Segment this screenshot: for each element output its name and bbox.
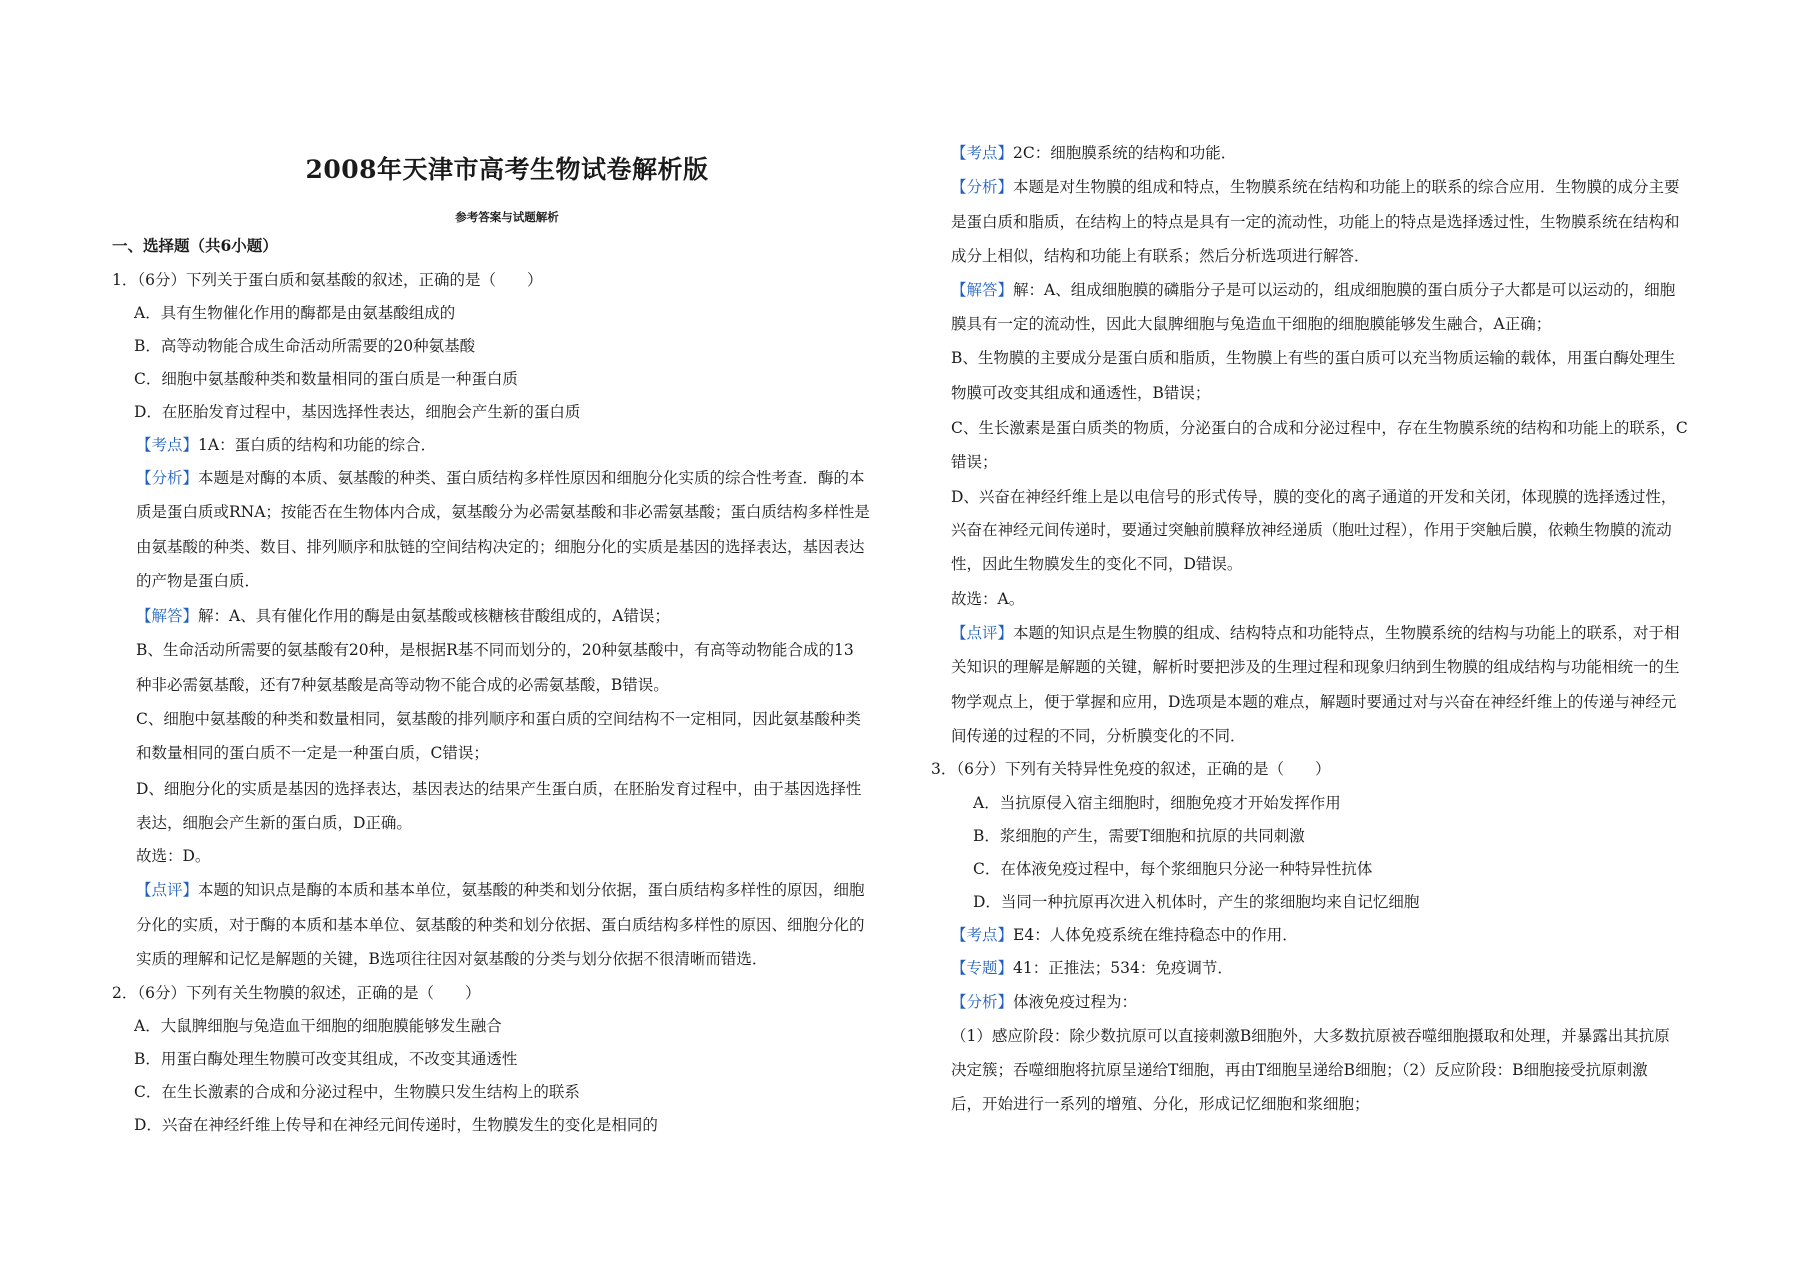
line-text: C．在生长激素的合成和分泌过程中，生物膜只发生结构上的联系	[134, 1083, 580, 1101]
line-text: 质是蛋白质或RNA；按能否在生物体内合成，氨基酸分为必需氨基酸和非必需氨基酸；蛋白质结构多样性是	[136, 503, 870, 521]
line-text: D、兴奋在神经纤维上是以电信号的形式传导，膜的变化的离子通道的开发和关闭，体现膜的选择透过性，	[951, 488, 1677, 506]
left_column-line	[112, 813, 902, 833]
right_column-line	[951, 418, 1717, 438]
line-text: C．在体液免疫过程中，每个浆细胞只分泌一种特异性抗体	[973, 860, 1373, 878]
right_column-line	[951, 958, 1717, 978]
right_column-line	[951, 452, 1717, 472]
line-text: B．高等动物能合成生命活动所需要的20种氨基酸	[134, 337, 476, 355]
line-text: C．细胞中氨基酸种类和数量相同的蛋白质是一种蛋白质	[134, 370, 518, 388]
section-tag: 【解答】	[136, 607, 199, 625]
left_column-line	[112, 502, 902, 522]
right_column-line	[951, 554, 1717, 574]
line-text: C、细胞中氨基酸的种类和数量相同，氨基酸的排列顺序和蛋白质的空间结构不一定相同，因此氨基酸种类	[136, 710, 861, 728]
right_column-line	[951, 793, 1717, 813]
section-tag: 【考点】	[136, 436, 199, 454]
line-text: 2．（6分）下列有关生物膜的叙述，正确的是（ ）	[112, 984, 481, 1002]
line-text: 本题的知识点是生物膜的组成、结构特点和功能特点，生物膜系统的结构与功能上的联系，对于相	[1013, 624, 1680, 642]
line-text: 体液免疫过程为：	[1013, 993, 1138, 1011]
line-text: 1．（6分）下列关于蛋白质和氨基酸的叙述，正确的是（ ）	[112, 271, 543, 289]
right_column-line	[951, 177, 1717, 197]
line-text: 分化的实质，对于酶的本质和基本单位、氨基酸的种类和划分依据、蛋白质结构多样性的原因、细胞分化的	[136, 916, 865, 934]
line-text: 间传递的过程的不同，分析膜变化的不同．	[951, 727, 1246, 745]
section-tag: 【点评】	[136, 881, 199, 899]
section-tag: 【分析】	[951, 993, 1014, 1011]
line-text: B、生命活动所需要的氨基酸有20种，是根据R基不同而划分的，20种氨基酸中，有高等动物能合成的13	[136, 641, 854, 659]
line-text: 关知识的理解是解题的关键，解析时要把涉及的生理过程和现象归纳到生物膜的组成结构与功能相统一的生	[951, 658, 1680, 676]
right_column-line	[951, 726, 1717, 746]
right_column-line	[951, 657, 1717, 677]
left_column-line	[112, 537, 902, 557]
page-title: 2008年天津市高考生物试卷解析版	[305, 155, 709, 184]
left_column-line	[112, 1115, 902, 1135]
right_column-line	[951, 487, 1717, 507]
line-text: 故选：A。	[951, 590, 1025, 608]
right_column-line	[951, 383, 1717, 403]
left_column-line	[112, 675, 902, 695]
left_column-line	[112, 880, 902, 900]
line-text: D．当同一种抗原再次进入机体时，产生的浆细胞均来自记忆细胞	[973, 893, 1420, 911]
line-text: 41：正推法；534：免疫调节．	[1013, 959, 1233, 977]
right_column-line	[951, 1094, 1717, 1114]
line-text: 物学观点上，便于掌握和应用，D选项是本题的难点，解题时要通过对与兴奋在神经纤维上的传递与神经元	[951, 693, 1677, 711]
left_column-line	[112, 640, 902, 660]
line-text: 实质的理解和记忆是解题的关键，B选项往往因对氨基酸的分类与划分依据不很清晰而错选．	[136, 950, 768, 968]
left_column-line	[112, 1016, 902, 1036]
left_column-line	[112, 709, 902, 729]
right_column-line	[951, 246, 1717, 266]
left_column-line	[112, 779, 902, 799]
right_column-line	[951, 992, 1717, 1012]
right_column-line	[951, 212, 1717, 232]
line-text: 2C：细胞膜系统的结构和功能．	[1013, 144, 1237, 162]
line-text: 膜具有一定的流动性，因此大鼠脾细胞与兔造血干细胞的细胞膜能够发生融合，A正确；	[951, 315, 1552, 333]
line-text: 物膜可改变其组成和通透性，B错误；	[951, 384, 1211, 402]
section-tag: 【解答】	[951, 281, 1014, 299]
section-tag: 【考点】	[951, 926, 1014, 944]
line-text: 种非必需氨基酸，还有7种氨基酸是高等动物不能合成的必需氨基酸，B错误。	[136, 676, 669, 694]
left_column-line	[112, 336, 902, 356]
right_column-line	[951, 280, 1717, 300]
right_column-line	[951, 143, 1717, 163]
section-tag: 【分析】	[136, 469, 199, 487]
line-text: 表达，细胞会产生新的蛋白质，D正确。	[136, 814, 412, 832]
line-text: （1）感应阶段：除少数抗原可以直接刺激B细胞外，大多数抗原被吞噬细胞摄取和处理，并暴露出其抗原	[951, 1027, 1670, 1045]
left_column-line	[112, 270, 902, 290]
left_column-line	[112, 743, 902, 763]
left_column-line	[112, 846, 902, 866]
line-text: 和数量相同的蛋白质不一定是一种蛋白质，C错误；	[136, 744, 489, 762]
line-text: 是蛋白质和脂质，在结构上的特点是具有一定的流动性，功能上的特点是选择透过性，生物膜系统在结构和	[951, 213, 1680, 231]
line-text: E4：人体免疫系统在维持稳态中的作用．	[1013, 926, 1298, 944]
line-text: B．浆细胞的产生，需要T细胞和抗原的共同刺激	[973, 827, 1305, 845]
line-text: A．当抗原侵入宿主细胞时，细胞免疫才开始发挥作用	[973, 794, 1341, 812]
line-text: 兴奋在神经元间传递时，要通过突触前膜释放神经递质（胞吐过程），作用于突触后膜，依赖生物膜的流动	[951, 521, 1672, 539]
right_column-line	[951, 692, 1717, 712]
section-tag: 【点评】	[951, 624, 1014, 642]
right_column-line	[951, 1026, 1717, 1046]
left_column-line	[112, 983, 902, 1003]
line-text: D．兴奋在神经纤维上传导和在神经元间传递时，生物膜发生的变化是相同的	[134, 1116, 658, 1134]
right_column-line	[951, 892, 1717, 912]
line-text: 由氨基酸的种类、数目、排列顺序和肽链的空间结构决定的；细胞分化的实质是基因的选择表达，基因表达	[136, 538, 865, 556]
right_column-line	[951, 520, 1717, 540]
line-text: C、生长激素是蛋白质类的物质，分泌蛋白的合成和分泌过程中，存在生物膜系统的结构和功能上的联系，C	[951, 419, 1688, 437]
right_column-line	[951, 314, 1717, 334]
left_column-line	[112, 949, 902, 969]
line-text: 本题的知识点是酶的本质和基本单位，氨基酸的种类和划分依据，蛋白质结构多样性的原因，细胞	[198, 881, 865, 899]
line-text: A．大鼠脾细胞与兔造血干细胞的细胞膜能够发生融合	[134, 1017, 502, 1035]
section-tag: 【分析】	[951, 178, 1014, 196]
line-text: 本题是对生物膜的组成和特点，生物膜系统在结构和功能上的联系的综合应用．生物膜的成分主要	[1013, 178, 1680, 196]
left_column-line	[112, 606, 902, 626]
right_column-line	[951, 589, 1717, 609]
line-text: 本题是对酶的本质、氨基酸的种类、蛋白质结构多样性原因和细胞分化实质的综合性考查．酶的本	[198, 469, 865, 487]
line-text: 错误；	[951, 453, 998, 471]
left_column-line	[112, 1049, 902, 1069]
left_column-line	[112, 435, 902, 455]
line-text: B、生物膜的主要成分是蛋白质和脂质，生物膜上有些的蛋白质可以充当物质运输的载体，用蛋白酶处理生	[951, 349, 1676, 367]
line-text: 的产物是蛋白质．	[136, 572, 261, 590]
line-text: 解：A、组成细胞膜的磷脂分子是可以运动的，组成细胞膜的蛋白质分子大都是可以运动的，细胞	[1013, 281, 1676, 299]
right_column-line	[951, 623, 1717, 643]
left_column-line	[112, 369, 902, 389]
line-text: 成分上相似，结构和功能上有联系；然后分析选项进行解答．	[951, 247, 1370, 265]
right_column-line	[951, 826, 1717, 846]
section-tag: 【专题】	[951, 959, 1014, 977]
line-text: A．具有生物催化作用的酶都是由氨基酸组成的	[134, 304, 456, 322]
section-tag: 【考点】	[951, 144, 1014, 162]
page-subtitle: 参考答案与试题解析	[455, 210, 559, 224]
section-heading: 一、选择题（共6小题）	[112, 236, 278, 255]
line-text: 性，因此生物膜发生的变化不同，D错误。	[951, 555, 1243, 573]
left_column-line	[112, 303, 902, 323]
line-text: 1A：蛋白质的结构和功能的综合．	[198, 436, 437, 454]
left_column-line	[112, 402, 902, 422]
right_column-line	[951, 925, 1717, 945]
line-text: 3．（6分）下列有关特异性免疫的叙述，正确的是（ ）	[931, 760, 1331, 778]
line-text: B．用蛋白酶处理生物膜可改变其组成，不改变其通透性	[134, 1050, 518, 1068]
right_column-line	[951, 348, 1717, 368]
line-text: D．在胚胎发育过程中，基因选择性表达，细胞会产生新的蛋白质	[134, 403, 581, 421]
line-text: D、细胞分化的实质是基因的选择表达，基因表达的结果产生蛋白质，在胚胎发育过程中，由于基因选择性	[136, 780, 862, 798]
line-text: 后，开始进行一系列的增殖、分化，形成记忆细胞和浆细胞；	[951, 1095, 1370, 1113]
left_column-line	[112, 571, 902, 591]
right_column-line	[951, 1060, 1717, 1080]
left_column-line	[112, 915, 902, 935]
right_column-line	[931, 759, 1717, 779]
line-text: 解：A、具有催化作用的酶是由氨基酸或核糖核苷酸组成的，A错误；	[198, 607, 670, 625]
line-text: 决定簇；吞噬细胞将抗原呈递给T细胞，再由T细胞呈递给B细胞；（2）反应阶段：B细胞接受抗原刺激	[951, 1061, 1648, 1079]
left_column-line	[112, 468, 902, 488]
right_column-line	[951, 859, 1717, 879]
line-text: 故选：D。	[136, 847, 211, 865]
left_column-line	[112, 1082, 902, 1102]
